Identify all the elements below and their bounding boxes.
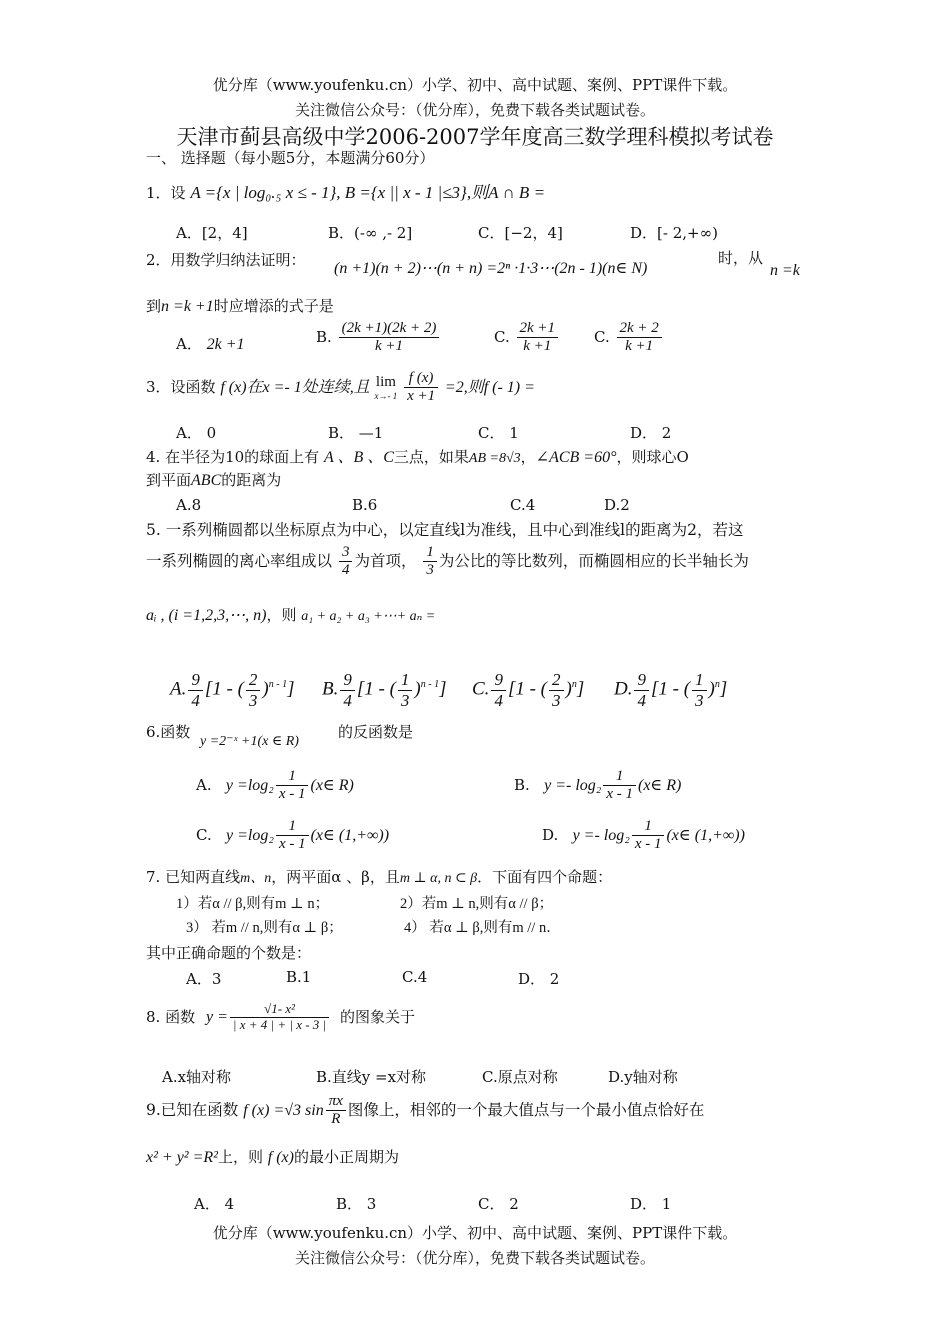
opt-mid: [1 - (	[507, 678, 547, 700]
frac-den: x - 1	[278, 786, 306, 803]
q7-prop-2: 2）若m ⊥ n,则有α // β；	[400, 896, 554, 912]
q4-line2a: 到平面	[146, 471, 192, 489]
q7-text-b: ，两平面	[271, 868, 332, 886]
opt-pre: y =log₂	[226, 826, 274, 844]
q6-option-d[interactable]	[542, 818, 745, 854]
opt-post: (x∈ R)	[310, 776, 354, 794]
q2-opt-c-frac	[517, 320, 559, 356]
opt-label: B.	[322, 678, 339, 700]
q1-option-c[interactable]: C．[−2，4]	[478, 224, 563, 242]
opt-base	[692, 670, 707, 710]
q2-opt-c-label: C.	[494, 327, 510, 346]
q6-number: 6.函数	[146, 723, 191, 741]
opt-base	[549, 670, 564, 710]
q9-fx: f (x)	[267, 1149, 294, 1166]
frac-den: 3	[552, 690, 561, 710]
q1-expression: A ={x | log₀.₅ x ≤ - 1}, B ={x || x - 1 |≤3},则A ∩ B =	[190, 183, 546, 202]
opt-label: D.	[542, 825, 559, 844]
frac-num: 2	[246, 670, 261, 691]
q7-planes: α 、β	[331, 868, 370, 886]
q8-number: 8. 函数	[146, 1008, 196, 1026]
frac-num: 1	[692, 670, 707, 691]
page-title: 天津市蓟县高级中学2006-2007学年度高三数学理科模拟考试卷	[176, 125, 774, 149]
frac-den: x - 1	[634, 836, 662, 853]
q7-text-d: ．下面有四个命题：	[477, 868, 613, 886]
q9-then: 上，则	[217, 1148, 263, 1166]
q7-line1	[146, 866, 612, 887]
q5-line2b: 为首项，	[354, 551, 417, 570]
q6-option-a[interactable]	[196, 768, 354, 804]
frac-den: k +1	[523, 338, 552, 355]
frac-num: 1	[276, 818, 309, 836]
q2-option-b[interactable]	[316, 320, 441, 356]
frac-den: 3	[400, 690, 410, 710]
frac-num: 1	[276, 768, 309, 786]
opt-mid: [1 - (	[356, 678, 396, 700]
q3-option-a[interactable]: A． 0	[176, 424, 217, 442]
q2-tail: 时，从	[718, 249, 764, 267]
opt-pre: y =log₂	[225, 776, 274, 794]
q7-text-a: 7. 已知两直线	[146, 868, 241, 886]
q7-text-c: ，且	[369, 868, 400, 886]
q7-prop-3: 3） 若m // n,则有α ⊥ β；	[186, 920, 343, 936]
q9-circle: x² + y² =R²	[146, 1149, 218, 1166]
lim-word: lim	[375, 374, 396, 391]
frac-num: πx	[326, 1093, 346, 1111]
q7-option-c[interactable]: C.4	[402, 968, 428, 986]
opt-end: ]	[719, 678, 728, 700]
q4-points: A 、B 、C	[323, 449, 394, 466]
q8-expression	[206, 1002, 331, 1033]
q8-frac	[230, 1002, 329, 1033]
q5-then: ，则	[266, 606, 297, 624]
opt-coef	[188, 670, 203, 710]
opt-frac	[603, 768, 636, 804]
q2-nk: n =k	[770, 262, 800, 279]
q6-option-c[interactable]	[196, 818, 389, 854]
lim-sub: x→- 1	[374, 391, 398, 402]
q9-option-a[interactable]: A． 4	[194, 1195, 235, 1213]
q2-opt-d-frac	[617, 320, 662, 356]
q5-ai: aᵢ , (i =1,2,3,⋯, n)	[146, 607, 267, 624]
q2-line2a: 到	[146, 297, 162, 315]
q8-option-b[interactable]: B.直线y =x对称	[316, 1068, 427, 1086]
q2-opt-d-label: C.	[594, 327, 610, 346]
q1-number: 1．设	[146, 184, 186, 202]
q2-opt-a-label: A．	[176, 335, 202, 353]
q5-option-d[interactable]: D. $\frac{9}{4}$ [1 - ( $\frac{1}{3}$ )$^n$]	[614, 670, 728, 710]
frac-den: 4	[343, 690, 352, 710]
q9-option-d[interactable]: D． 1	[630, 1195, 672, 1213]
q5-option-a[interactable]: A. $\frac{9}{4}$ [1 - ( $\frac{2}{3}$ )$^{n - 1}$]	[170, 670, 295, 710]
opt-label: A.	[170, 678, 187, 700]
frac-num: f (x)	[404, 370, 438, 388]
q5-line3	[146, 604, 435, 625]
frac-num: 9	[340, 670, 355, 691]
q5-first-term	[339, 544, 353, 580]
q4-angle: ∠ACB =60°	[535, 449, 617, 466]
q5-line2	[146, 544, 749, 580]
q5-option-b[interactable]: B. $\frac{9}{4}$ [1 - ( $\frac{1}{3}$ )$^{n - 1}$]	[322, 670, 447, 710]
frac-num: 9	[188, 670, 203, 691]
q3-option-c[interactable]: C． 1	[478, 424, 519, 442]
opt-base	[246, 670, 261, 710]
section-heading: 一、 选择题（每小题5分，本题满分60分）	[146, 149, 435, 167]
q9-expr: f (x) =√3 sin	[243, 1101, 324, 1119]
q3-e1: f (x)在x =- 1处连续,且	[220, 378, 370, 396]
frac-num: 1	[398, 670, 413, 691]
header-line-2: 关注微信公众号：（优分库），免费下载各类试题试卷。	[294, 101, 655, 119]
opt-label: D.	[614, 678, 633, 700]
opt-label: C.	[472, 678, 490, 700]
q8-option-c[interactable]: C.原点对称	[482, 1068, 558, 1086]
q8-option-a[interactable]: A.x轴对称	[162, 1068, 232, 1086]
q7-question: 其中正确命题的个数是：	[146, 944, 312, 962]
opt-end: ]	[439, 678, 447, 700]
q8-y: y =	[206, 1008, 228, 1026]
q2-option-d[interactable]	[594, 320, 664, 356]
q5-sum: a₁ + a₂ + a₃ +⋯+ aₙ =	[301, 609, 436, 624]
q7-option-d[interactable]: D． 2	[518, 970, 560, 988]
q9-ask: 的最小正周期为	[293, 1148, 399, 1166]
header-line-1: 优分库（www.youfenku.cn）小学、初中、高中试题、案例、PPT课件下载。	[212, 76, 738, 94]
q2-opt-b-frac	[339, 320, 440, 356]
q3-option-b[interactable]: B． —1	[328, 424, 384, 442]
footer-line-2: 关注微信公众号：（优分库），免费下载各类试题试卷。	[294, 1249, 655, 1267]
opt-mid: [1 - (	[204, 678, 244, 700]
frac-den: 4	[341, 562, 350, 579]
opt-end: ]	[576, 678, 585, 700]
q7-mn: m、n	[240, 871, 272, 886]
q3-number: 3．设函数	[146, 377, 216, 396]
q4-line2b: 的距离为	[221, 471, 282, 489]
opt-frac	[276, 818, 309, 854]
q3-option-d[interactable]: D． 2	[630, 424, 672, 442]
q5-line2c: 为公比的等比数列，而椭圆相应的长半轴长为	[438, 551, 749, 570]
frac-den: x +1	[407, 388, 436, 405]
q4-end: ，则球心O	[616, 448, 689, 466]
q9-line1	[146, 1093, 704, 1129]
q1-option-d[interactable]: D．[- 2,+∞)	[630, 224, 718, 242]
q6-option-b[interactable]	[514, 768, 681, 804]
frac-den: k +1	[625, 338, 654, 355]
q4-option-b[interactable]: B.6	[352, 496, 378, 514]
frac-num: 9	[634, 670, 649, 691]
frac-num: 3	[339, 544, 353, 562]
q6-expression: y =2⁻ˣ +1(x ∈ R)	[200, 734, 299, 749]
q9-option-b[interactable]: B． 3	[336, 1195, 377, 1213]
q7-cond: m ⊥ α, n ⊂ β	[399, 871, 478, 886]
q2-option-c[interactable]	[494, 320, 560, 356]
opt-frac	[276, 768, 309, 804]
footer-line-1: 优分库（www.youfenku.cn）小学、初中、高中试题、案例、PPT课件下载。	[212, 1224, 738, 1242]
q4-line2	[146, 469, 281, 490]
frac-den: 4	[191, 690, 200, 710]
q3-frac	[404, 370, 438, 406]
opt-exp: n	[571, 679, 577, 691]
q2-opt-b-label: B.	[316, 327, 332, 346]
q4-ab: AB =8√3	[468, 451, 521, 466]
frac-num: 2k +1	[517, 320, 559, 338]
opt-post: (x∈ R)	[638, 776, 682, 794]
question-1	[146, 178, 545, 203]
q2-option-a[interactable]	[176, 333, 245, 354]
q9-option-c[interactable]: C． 2	[478, 1195, 519, 1213]
opt-exp: n - 1	[268, 679, 288, 691]
frac-num: 2	[549, 670, 564, 691]
q5-ratio	[423, 544, 437, 580]
opt-coef	[491, 670, 506, 710]
frac-den: x - 1	[606, 786, 633, 803]
frac-den: | x + 4 | + | x - 3 |	[232, 1016, 327, 1032]
q2-nk1: n =k +1	[161, 298, 214, 315]
frac-num: 9	[491, 670, 506, 691]
q7-prop-4: 4） 若α ⊥ β,则有m // n．	[404, 920, 561, 936]
frac-den: 3	[426, 562, 434, 579]
q2-opt-a-expr: 2k +1	[206, 336, 245, 353]
q9-frac	[326, 1093, 346, 1129]
q4-line1: 4. 在半径为10的球面上有 A 、B 、C三点，如果AB =8√3，∠ACB =60°，则球心O	[146, 448, 689, 466]
q5-line2a: 一系列椭圆的离心率组成以	[146, 551, 333, 570]
opt-base	[398, 670, 413, 710]
frac-num: 1	[603, 768, 636, 786]
opt-end: ]	[287, 678, 295, 700]
q8-tail: 的图象关于	[340, 1008, 416, 1026]
q9-number: 9.已知在函数	[146, 1100, 239, 1119]
opt-coef	[634, 670, 649, 710]
q5-line1: 5. 一系列椭圆都以坐标原点为中心，以定直线l为准线，且中心到准线l的距离为2，若这	[146, 521, 744, 539]
q4-option-c[interactable]: C.4	[510, 496, 536, 514]
frac-den: 3	[695, 690, 704, 710]
q9-line2	[146, 1146, 399, 1167]
frac-den: R	[331, 1111, 341, 1128]
q4-line1-text: 4. 在半径为10的球面上有	[146, 448, 320, 466]
q2-expression: (n +1)(n + 2)⋯(n + n) =2ⁿ ·1·3⋯(2n - 1)(n∈ N)	[334, 260, 648, 277]
frac-den: 4	[494, 690, 503, 710]
opt-coef	[340, 670, 355, 710]
question-3	[146, 370, 535, 406]
q4-abc: ABC	[191, 472, 222, 489]
q8-option-d[interactable]: D.y轴对称	[608, 1068, 678, 1086]
frac-den: 4	[637, 690, 646, 710]
opt-label: B.	[514, 775, 530, 794]
q4-mid: 三点，如果	[393, 448, 469, 466]
q2-line2c: 时应增添的式子是	[213, 297, 334, 315]
q9-tail: 图像上，相邻的一个最大值点与一个最小值点恰好在	[347, 1100, 705, 1119]
q1-option-a[interactable]: A．[2，4]	[176, 224, 248, 242]
opt-pre: y =- log₂	[572, 826, 630, 844]
q6-tail: 的反函数是	[338, 723, 414, 741]
q4-option-d[interactable]: D.2	[604, 496, 630, 514]
q2-line2	[146, 295, 334, 316]
opt-exp: n - 1	[420, 679, 440, 691]
frac-den: k +1	[374, 338, 403, 355]
frac-den: x - 1	[278, 836, 306, 853]
frac-num: √1- x²	[230, 1002, 329, 1018]
q4-option-a[interactable]: A.8	[176, 496, 202, 514]
opt-pre: y =- log₂	[544, 776, 602, 794]
frac-num: 1	[423, 544, 437, 562]
opt-frac	[632, 818, 665, 854]
q7-prop-1: 1）若α // β,则有m ⊥ n；	[176, 896, 330, 912]
q1-option-b[interactable]: B．(-∞ ,- 2]	[328, 224, 413, 242]
opt-post: (x∈ (1,+∞))	[310, 826, 390, 844]
opt-post: (x∈ (1,+∞))	[666, 826, 745, 844]
frac-num: (2k +1)(2k + 2)	[339, 320, 440, 338]
frac-num: 1	[632, 818, 665, 836]
opt-label: A.	[196, 775, 212, 794]
q7-option-b[interactable]: B.1	[286, 968, 312, 986]
opt-label: C.	[196, 825, 212, 844]
opt-exp: n	[714, 679, 720, 691]
opt-mid: [1 - (	[650, 678, 691, 700]
q2-number: 2．用数学归纳法证明：	[146, 251, 306, 269]
frac-num: 2k + 2	[617, 320, 662, 338]
q3-e2: =2,则f (- 1) =	[444, 378, 535, 396]
q5-option-c[interactable]: C. $\frac{9}{4}$ [1 - ( $\frac{2}{3}$ )$^n$]	[472, 670, 585, 710]
q7-option-a[interactable]: A．3	[186, 970, 222, 988]
frac-den: 3	[248, 690, 258, 710]
q3-limit	[375, 374, 398, 401]
